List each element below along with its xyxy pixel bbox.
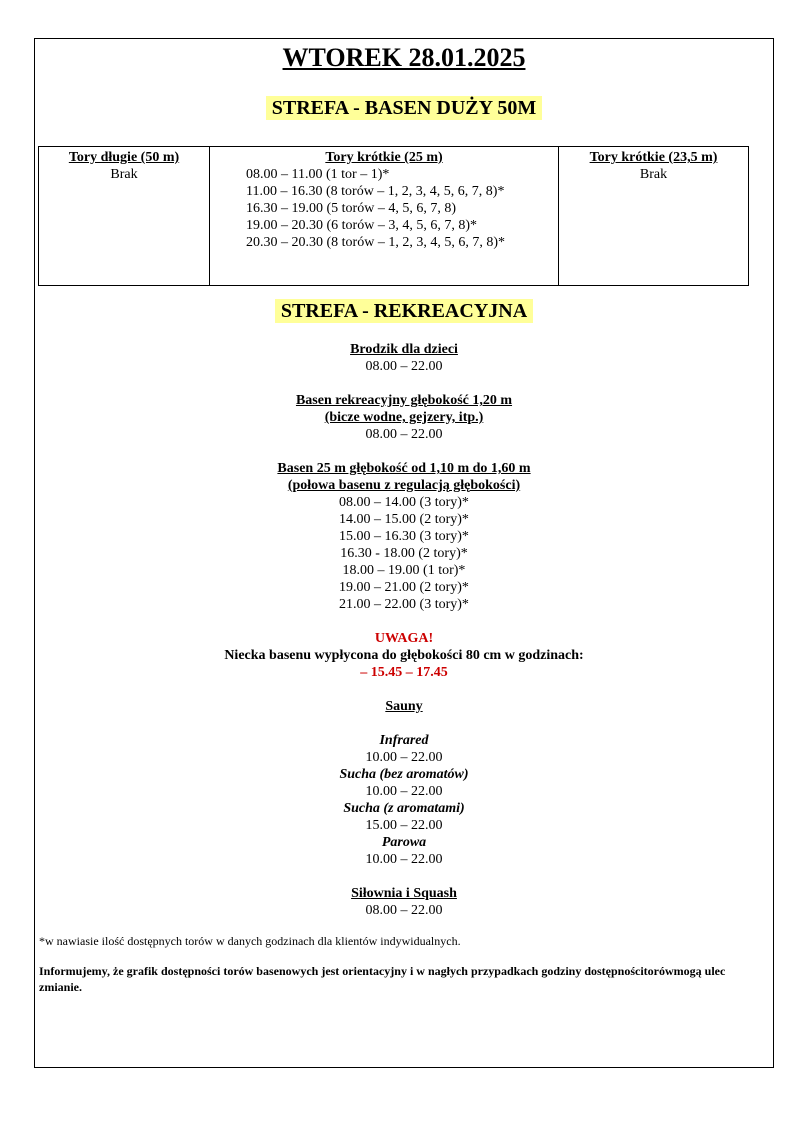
sauna-name: Sucha (z aromatami) — [343, 801, 465, 816]
pool25-sub: (połowa basenu z regulacją głębokości) — [287, 478, 521, 493]
warning-hours: – 15.45 – 17.45 — [360, 665, 448, 680]
pool25-slot: 16.30 - 18.00 (2 tory)* — [340, 546, 468, 561]
page-title — [35, 43, 773, 73]
short-lanes-23-cell — [559, 147, 749, 286]
sauna-hours: 15.00 – 22.00 — [365, 818, 443, 833]
sauna-hours: 10.00 – 22.00 — [365, 750, 443, 765]
rec-pool-sub: (bicze wodne, gejzery, itp.) — [324, 410, 484, 425]
page-title-text: WTOREK 28.01.2025 — [282, 43, 526, 72]
short-lanes-25-list — [214, 166, 554, 251]
kids-pool-hours: 08.00 – 22.00 — [365, 359, 443, 374]
short-lanes-23-header: Tory krótkie (23,5 m) — [589, 150, 718, 165]
sauna-hours: 10.00 – 22.00 — [365, 784, 443, 799]
long-lanes-header: Tory długie (50 m) — [68, 150, 180, 165]
recreation-section — [35, 341, 773, 919]
footnote: *w nawiasie ilość dostępnych torów w danych godzinach dla klientów indywidualnych. — [39, 934, 461, 948]
zone-pool-heading-text: STREFA - BASEN DUŻY 50M — [266, 96, 542, 120]
list-item: 20.30 – 20.30 (8 torów – 1, 2, 3, 4, 5, 6, 7, 8)* — [246, 235, 505, 250]
sauna-name: Infrared — [379, 733, 429, 748]
pool25-slot: 08.00 – 14.00 (3 tory)* — [339, 495, 469, 510]
rec-pool-name: Basen rekreacyjny głębokość 1,20 m — [295, 393, 513, 408]
zone-rec-heading-text: STREFA - REKREACYJNA — [275, 299, 533, 323]
pool25-slot: 15.00 – 16.30 (3 tory)* — [339, 529, 469, 544]
gym-name: Siłownia i Squash — [351, 886, 457, 901]
warning-text: Niecka basenu wypłycona do głębokości 80 cm w godzinach: — [224, 648, 584, 663]
short-lanes-23-value: Brak — [639, 167, 668, 182]
sauna-hours: 10.00 – 22.00 — [365, 852, 443, 867]
list-item: 19.00 – 20.30 (6 torów – 3, 4, 5, 6, 7, 8)* — [246, 218, 477, 233]
long-lanes-cell — [39, 147, 210, 286]
saunas-heading: Sauny — [385, 699, 423, 714]
gym-hours: 08.00 – 22.00 — [365, 903, 443, 918]
sauna-name: Parowa — [381, 835, 427, 850]
rec-pool-hours: 08.00 – 22.00 — [365, 427, 443, 442]
pool25-slot: 21.00 – 22.00 (3 tory)* — [339, 597, 469, 612]
zone-rec-heading — [35, 300, 773, 323]
long-lanes-value: Brak — [110, 167, 138, 182]
pool25-slot: 19.00 – 21.00 (2 tory)* — [339, 580, 469, 595]
warning-label: UWAGA! — [374, 631, 434, 646]
lanes-row — [39, 147, 749, 286]
pool25-name: Basen 25 m głębokość od 1,10 m do 1,60 m — [277, 461, 531, 476]
short-lanes-25-header: Tory krótkie (25 m) — [325, 150, 443, 165]
sauna-name: Sucha (bez aromatów) — [339, 767, 469, 782]
schedule-frame — [34, 38, 774, 1068]
notice: Informujemy, że grafik dostępności torów basenowych jest orientacyjny i w nagłych przypadkach godziny dostępnościtorówmogą ulec zmianie. — [39, 964, 726, 994]
pool25-slot: 18.00 – 19.00 (1 tor)* — [342, 563, 466, 578]
list-item: 08.00 – 11.00 (1 tor – 1)* — [246, 167, 390, 182]
kids-pool-name: Brodzik dla dzieci — [350, 342, 458, 357]
lanes-table — [38, 146, 749, 286]
short-lanes-25-cell — [210, 147, 559, 286]
list-item: 11.00 – 16.30 (8 torów – 1, 2, 3, 4, 5, 6, 7, 8)* — [246, 184, 505, 199]
pool25-slot: 14.00 – 15.00 (2 tory)* — [339, 512, 469, 527]
list-item: 16.30 – 19.00 (5 torów – 4, 5, 6, 7, 8) — [246, 201, 456, 216]
zone-pool-heading — [35, 97, 773, 120]
